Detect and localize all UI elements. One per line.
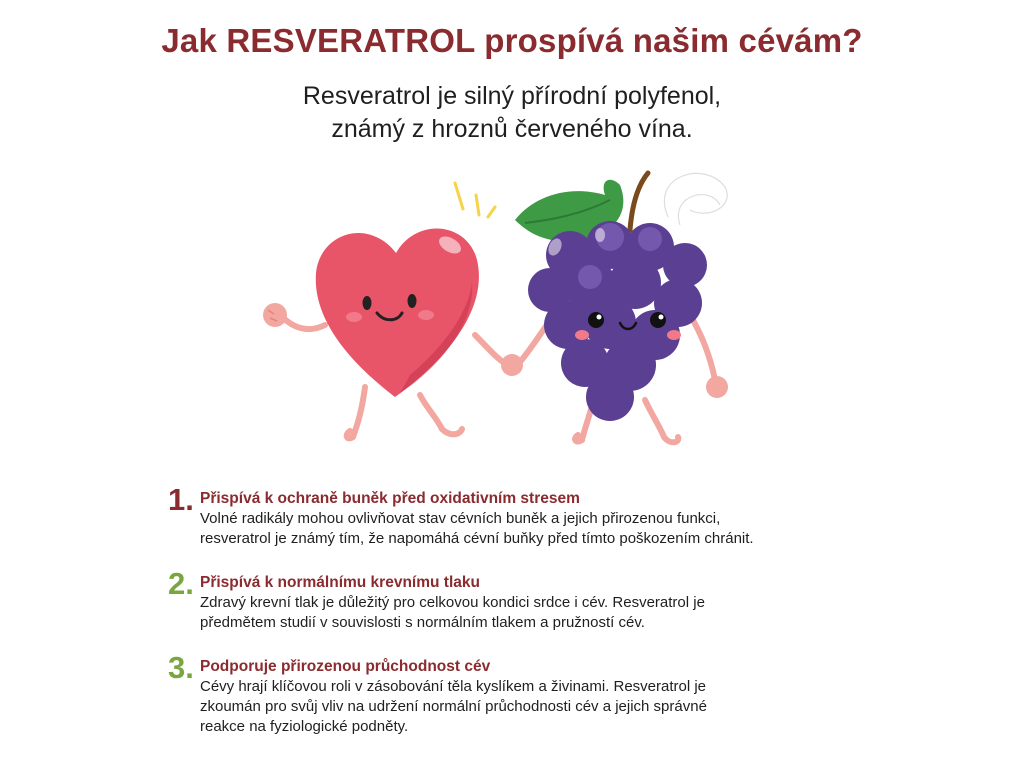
list-item [165, 482, 865, 566]
page-title: Jak RESVERATROL prospívá našim cévám? [161, 22, 863, 59]
item-text-line: Volné radikály mohou ovlivňovat stav cévních buněk a jejich přirozenou funkci, [200, 510, 721, 527]
item-title: Přispívá k normálnímu krevnímu tlaku [200, 574, 480, 591]
item-number: 1. [168, 482, 194, 517]
item-text [200, 593, 865, 633]
item-text-line: předmětem studií v souvislosti s normálním tlakem a pružností cév. [200, 614, 645, 631]
item-text [200, 509, 865, 549]
item-number: 3. [168, 650, 194, 685]
subtitle [0, 80, 1024, 146]
item-text-line: Cévy hrají klíčovou roli v zásobování těla kyslíkem a živinami. Resveratrol je [200, 678, 707, 695]
subtitle-line-1: Resveratrol je silný přírodní polyfenol, [302, 82, 722, 110]
item-title: Podporuje přirozenou průchodnost cév [200, 658, 491, 675]
item-text-line: zkoumán pro svůj vliv na udržení normální průchodnosti cév a jejich správné [200, 698, 707, 715]
item-text [200, 677, 865, 737]
list-item [165, 566, 865, 650]
item-number: 2. [168, 566, 194, 601]
hands-icon [501, 354, 523, 376]
list-item [165, 650, 865, 756]
heart-and-grape-illustration [250, 165, 770, 470]
benefits-list [165, 482, 865, 756]
item-title: Přispívá k ochraně buněk před oxidativním stresem [200, 490, 580, 507]
swirl-icon [664, 173, 727, 225]
heart-character-icon [263, 229, 508, 439]
grape-character-icon [515, 173, 728, 442]
item-text-line: Zdravý krevní tlak je důležitý pro celkovou kondici srdce i cév. Resveratrol je [200, 594, 705, 611]
sparkle-icon [455, 183, 495, 217]
item-text-line: resveratrol je známý tím, že napomáhá cévní buňky před tímto poškozením chránit. [200, 530, 754, 547]
subtitle-line-2: známý z hroznů červeného vína. [331, 115, 693, 143]
item-text-line: reakce na fyziologické podněty. [200, 718, 409, 735]
